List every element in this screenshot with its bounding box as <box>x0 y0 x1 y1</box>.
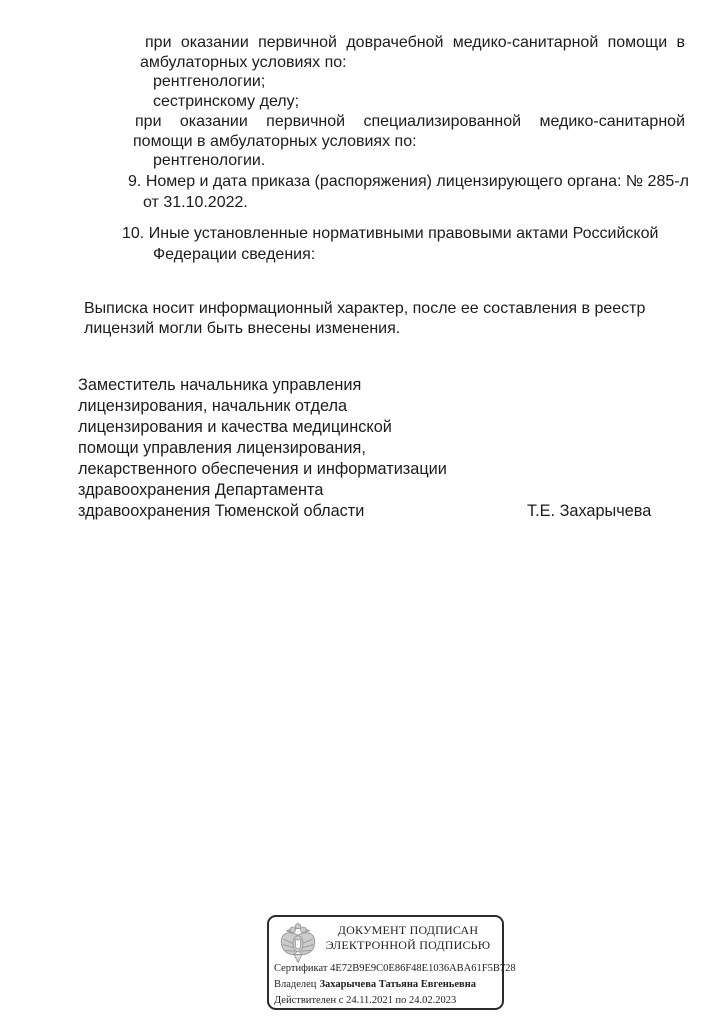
service-line-2: амбулаторных условиях по: <box>140 53 347 71</box>
stamp-details <box>274 961 516 1009</box>
certificate-value: 4E72B9E9C0E86F48E1036ABA61F5B728 <box>330 963 516 974</box>
stamp-title-line-2: ЭЛЕКТРОННОЙ ПОДПИСЬЮ <box>325 938 491 952</box>
service-line-6: помощи в амбулаторных условиях по: <box>133 132 417 150</box>
signer-position-line: лицензирования и качества медицинской <box>78 418 392 436</box>
signer-position-line: лекарственного обеспечения и информатизации <box>78 460 447 478</box>
signer-position-line: здравоохранения Тюменской области Т.Е. Захарычева <box>78 502 652 520</box>
double-headed-eagle-icon <box>278 920 318 965</box>
signature-block <box>78 375 698 522</box>
owner-name: Захарычева Татьяна Евгеньевна <box>319 979 476 990</box>
signer-position-line: Заместитель начальника управления <box>78 376 362 394</box>
item-9-line-1: 9. Номер и дата приказа (распоряжения) лицензирующего органа: № 285-л <box>128 172 689 193</box>
item-10-number: 10. <box>122 225 145 242</box>
signer-position-line: помощи управления лицензирования, <box>78 439 366 457</box>
owner-line <box>274 977 516 993</box>
service-line-7: рентгенологии. <box>153 152 266 170</box>
signer-name: Т.Е. Захарычева <box>527 502 652 520</box>
certificate-line <box>274 961 516 977</box>
certificate-label: Сертификат <box>274 963 328 974</box>
service-line-4: сестринскому делу; <box>153 93 300 111</box>
service-line-3: рентгенологии; <box>153 73 266 91</box>
informational-note <box>84 299 645 340</box>
electronic-signature-stamp <box>267 915 516 1010</box>
item-9-number: 9. <box>128 173 142 190</box>
item-10-line-1: 10. Иные установленные нормативными правовыми актами Российской <box>122 224 658 245</box>
signer-position-line: лицензирования, начальник отдела <box>78 397 348 415</box>
item-9-order-number <box>128 172 689 214</box>
validity-line: Действителен с 24.11.2021 по 24.02.2023 <box>274 995 457 1006</box>
signer-position-line: здравоохранения Департамента <box>78 481 324 499</box>
item-10-line-2: Федерации сведения: <box>153 245 316 263</box>
licensed-services-block <box>0 33 724 171</box>
service-line-5: при оказании первичной специализированной медико-санитарной <box>135 112 685 130</box>
note-line-1: Выписка носит информационный характер, после ее составления в реестр <box>84 300 646 317</box>
note-line-2: лицензий могли быть внесены изменения. <box>84 320 401 338</box>
owner-label: Владелец <box>274 979 317 990</box>
item-10-other-info <box>122 224 658 266</box>
stamp-title-line-1: ДОКУМЕНТ ПОДПИСАН <box>337 923 479 937</box>
service-line-1: при оказании первичной доврачебной медико-санитарной помощи в <box>145 34 685 51</box>
stamp-title <box>321 923 495 953</box>
item-9-line-2: от 31.10.2022. <box>143 193 248 211</box>
